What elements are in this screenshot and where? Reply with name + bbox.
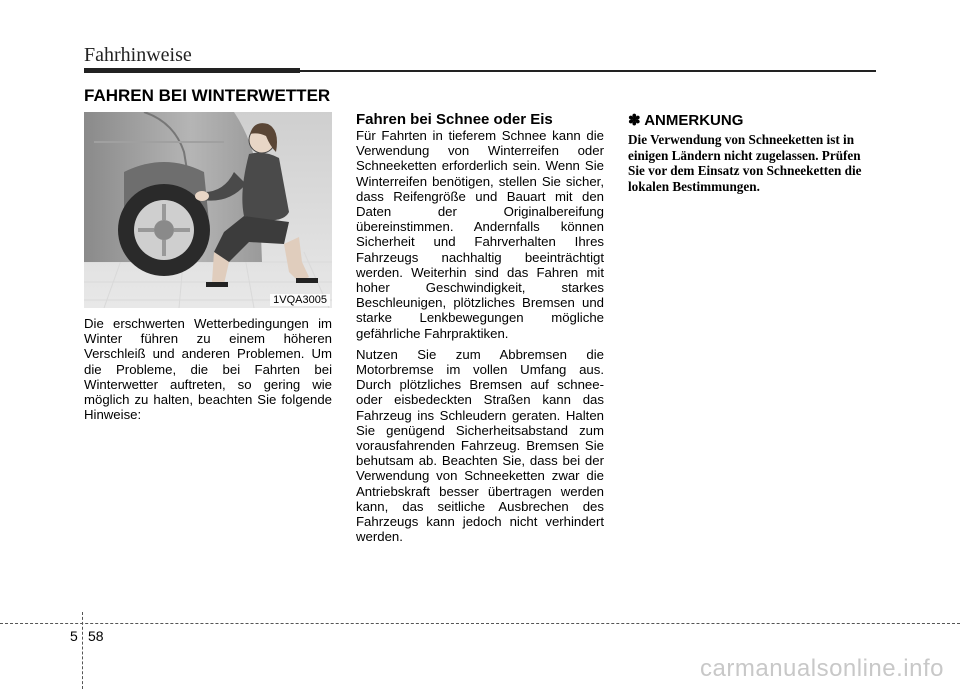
figure-code: 1VQA3005 — [270, 294, 330, 306]
note-star-icon: ✽ — [628, 112, 641, 129]
section-title: FAHREN BEI WINTERWETTER — [84, 86, 331, 105]
subsection-heading: Fahren bei Schnee oder Eis — [356, 111, 553, 128]
page-number: 58 — [88, 628, 104, 644]
footer-divider — [82, 612, 83, 689]
note-title: ANMERKUNG — [644, 112, 744, 129]
note-box — [628, 112, 878, 200]
header-rule — [300, 70, 876, 72]
note-heading — [628, 112, 878, 130]
intro-paragraph: Die erschwerten Wetterbedingungen im Winter führen zu einem höheren Verschleiß und anderen Problemen. Um die Probleme, die bei Fahrten bei Winterwetter auftreten, so gering wie möglich zu halten, beachten Sie folgende Hinweise: — [84, 316, 332, 423]
chapter-number: 5 — [70, 628, 78, 644]
snow-paragraph-1: Für Fahrten in tieferem Schnee kann die Verwendung von Winterreifen oder Schneeketten erforderlich sein. Wenn Sie Winterreifen benötigen, stellen Sie sicher, dass Reifengröße und Bauart mit den Daten der Originalbereifung übereinstimmen. Andernfalls können Sicherheit und Fahrverhalten Ihres Fahrzeugs nachhaltig beeinträchtigt werden. Weiterhin sind das Fahren mit hoher Geschwindigkeit, starkes Beschleunigen, plötzliches Bremsen und starke Lenkbewegungen mögliche gefährliche Fahrpraktiken. — [356, 128, 604, 341]
column-intro — [84, 316, 332, 428]
note-text: Die Verwendung von Schneeketten ist in einigen Ländern nicht zugelassen. Prüfen Sie vor dem Einsatz von Schneeketten die lokalen Bestimmungen. — [628, 132, 862, 194]
header-title: Fahrhinweise — [84, 44, 192, 66]
column-driving-snow-ice — [356, 112, 604, 550]
snow-paragraph-2: Nutzen Sie zum Abbremsen die Motorbremse im vollen Umfang aus. Durch plötzliches Bremsen auf schnee- oder eisbedeckten Straßen kann das Fahrzeug ins Schleudern geraten. Halten Sie genügend Sicherheitsabstand zum vorausfahrenden Fahrzeug. Bremsen Sie behutsam ab. Beachten Sie, dass bei der Verwendung von Schneeketten zwar die Antriebskraft besser übertragen werden kann, das seitliche Ausbrechen des Fahrzeugs kann jedoch nicht verhindert werden. — [356, 346, 604, 545]
footer-rule — [0, 623, 960, 624]
header-bar — [84, 68, 300, 73]
illustration-woman-checking-tire — [84, 112, 332, 308]
watermark: carmanualsonline.info — [700, 655, 944, 682]
